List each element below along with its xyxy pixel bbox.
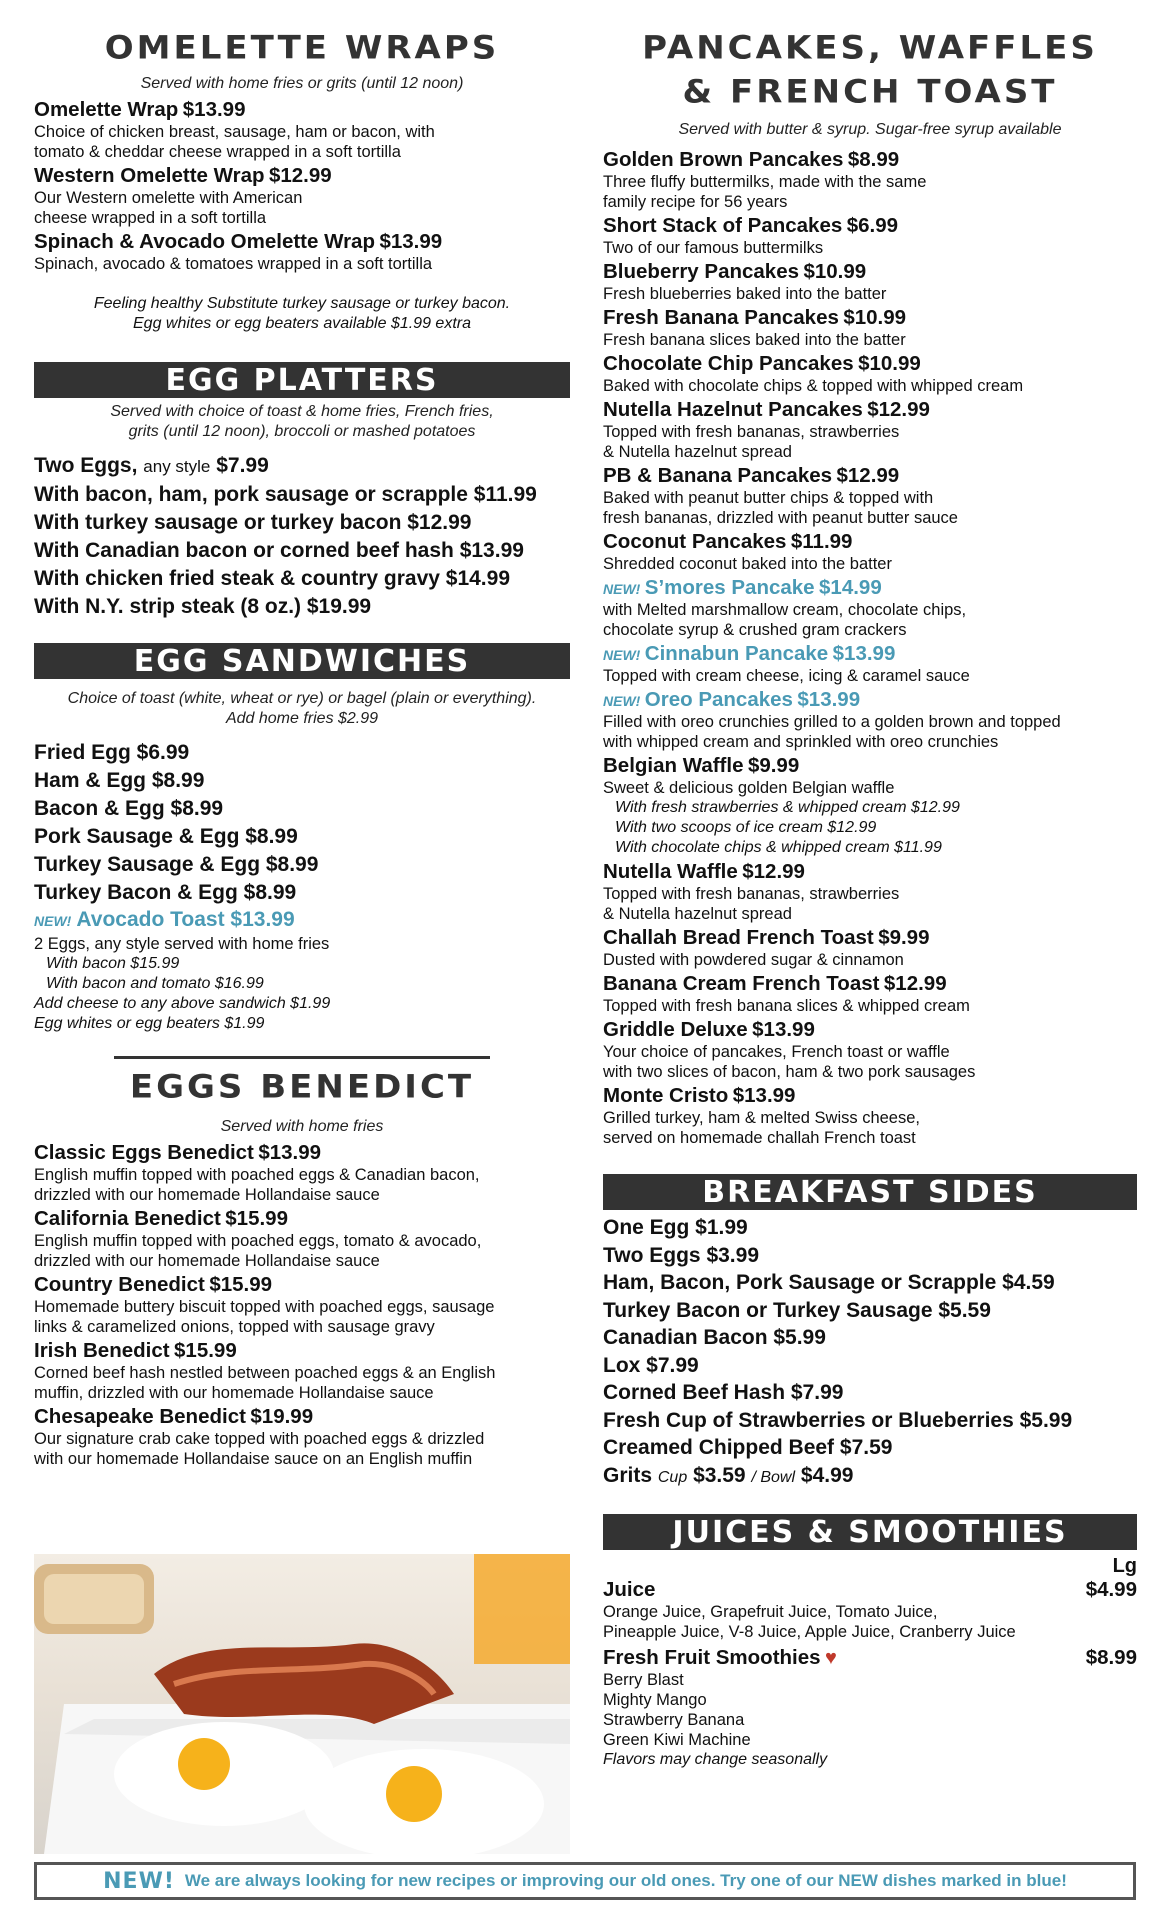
menu-item: [603, 642, 1137, 686]
menu-item-desc: Our signature crab cake topped with poached eggs & drizzled: [34, 1430, 485, 1448]
menu-item: [603, 464, 1137, 528]
menu-item-desc: with our homemade Hollandaise sauce on an English muffin: [34, 1450, 473, 1468]
sandwich-item: Pork Sausage & Egg $8.99: [34, 825, 298, 848]
menu-item-desc: with two slices of bacon, ham & two pork sausages: [603, 1063, 976, 1081]
menu-item: [34, 98, 570, 162]
menu-item-desc: Corned beef hash nestled between poached eggs & an English: [34, 1364, 496, 1382]
menu-item-price: $13.99: [182, 98, 246, 121]
avocado-toast: NEW! Avocado Toast $13.99 2 Eggs, any style served with home fries With bacon $15.99 With bacon and tomato $16.99 Add cheese to any above sandwich $1.99 Egg whites or egg beaters $1.99: [34, 908, 331, 1032]
menu-item-name: Cinnabun Pancake: [644, 642, 829, 665]
menu-item-name: Challah Bread French Toast: [603, 926, 874, 949]
menu-item-price: $9.99: [747, 754, 800, 777]
menu-item-price: $13.99: [752, 1018, 815, 1041]
menu-item-name: Chesapeake Benedict: [34, 1405, 246, 1428]
menu-item-name: Oreo Pancakes: [644, 688, 793, 711]
side-item: Corned Beef Hash $7.99: [603, 1381, 844, 1404]
menu-item-desc: Topped with fresh bananas, strawberries: [603, 885, 900, 903]
menu-item-price: $10.99: [843, 306, 907, 329]
menu-item-desc: & Nutella hazelnut spread: [603, 443, 792, 461]
menu-item: [603, 398, 1137, 462]
menu-item: [34, 1141, 570, 1205]
juice-glass-shape: [474, 1554, 570, 1664]
side-item: Ham, Bacon, Pork Sausage or Scrapple $4.59: [603, 1271, 1055, 1294]
menu-item-name: Short Stack of Pancakes: [603, 214, 843, 237]
section-omelette-wraps: [34, 28, 570, 334]
menu-item: [603, 214, 1137, 258]
section-title-sandwiches: EGG SANDWICHES: [34, 643, 570, 679]
menu-item-desc: muffin, drizzled with our homemade Hollandaise sauce: [34, 1384, 434, 1402]
menu-item-name: Classic Eggs Benedict: [34, 1141, 254, 1164]
section-egg-platters: [34, 362, 570, 621]
menu-item: [603, 148, 1137, 212]
menu-item-desc: Grilled turkey, ham & melted Swiss cheese,: [603, 1109, 920, 1127]
sandwich-item: Turkey Sausage & Egg $8.99: [34, 853, 319, 876]
section-title-omelette: OMELETTE WRAPS: [104, 29, 500, 67]
menu-item-name: Monte Cristo: [603, 1084, 729, 1107]
section-pancakes: [603, 28, 1137, 1148]
menu-item: [603, 1084, 1137, 1148]
side-item: Turkey Bacon or Turkey Sausage $5.59: [603, 1298, 991, 1322]
sandwich-item: Ham & Egg $8.99: [34, 769, 205, 792]
menu-item-price: $13.99: [258, 1141, 322, 1164]
menu-item-desc: & Nutella hazelnut spread: [603, 905, 792, 923]
menu-item-desc: Your choice of pancakes, French toast or waffle: [603, 1043, 950, 1061]
section-title-pancakes-2: & FRENCH TOAST: [682, 73, 1058, 111]
menu-item: [603, 860, 1137, 924]
side-item: Canadian Bacon $5.99: [603, 1326, 826, 1349]
menu-item-desc: Filled with oreo crunchies grilled to a golden brown and topped: [603, 713, 1061, 731]
menu-item-desc: served on homemade challah French toast: [603, 1129, 916, 1147]
platters-subtitle: Served with choice of toast & home fries, French fries, grits (until 12 noon), broccoli or mashed potatoes: [110, 403, 494, 440]
menu-item: [603, 576, 1137, 640]
menu-item: [603, 926, 1137, 970]
side-item: Creamed Chipped Beef $7.59: [603, 1436, 893, 1459]
menu-item-desc: Our Western omelette with American: [34, 189, 303, 207]
menu-item-name: Coconut Pancakes: [603, 530, 787, 553]
sandwich-item: Bacon & Egg $8.99: [34, 797, 224, 820]
menu-item: [603, 260, 1137, 304]
right-column: [603, 28, 1137, 1770]
menu-item-name: California Benedict: [34, 1207, 221, 1230]
menu-item-price: $15.99: [209, 1273, 273, 1296]
menu-item: [603, 1018, 1137, 1082]
menu-item-name: Blueberry Pancakes: [603, 260, 800, 283]
menu-item-name: Country Benedict: [34, 1273, 205, 1296]
menu-item-desc: Topped with cream cheese, icing & caramel sauce: [603, 667, 970, 685]
platter-option: With chicken fried steak & country gravy $14.99: [34, 567, 510, 590]
menu-item-name: Golden Brown Pancakes: [603, 148, 844, 171]
section-title-benedict: EGGS BENEDICT: [129, 1068, 475, 1106]
left-column: [34, 28, 570, 1469]
menu-item-name: Banana Cream French Toast: [603, 972, 880, 995]
platter-two-eggs: Two Eggs, any style $7.99: [34, 454, 269, 477]
menu-item-desc: cheese wrapped in a soft tortilla: [34, 209, 267, 227]
menu-item-desc: English muffin topped with poached eggs, tomato & avocado,: [34, 1232, 482, 1250]
new-badge: NEW!: [603, 647, 641, 663]
menu-item-name: PB & Banana Pancakes: [603, 464, 833, 487]
omelette-subtitle: Served with home fries or grits (until 12 noon): [140, 75, 464, 92]
menu-item: [34, 164, 570, 228]
menu-item-name: Nutella Waffle: [603, 860, 738, 883]
menu-item-desc: Choice of chicken breast, sausage, ham or bacon, with: [34, 123, 435, 141]
platter-option: With N.Y. strip steak (8 oz.) $19.99: [34, 595, 372, 618]
section-title-platters: EGG PLATTERS: [34, 362, 570, 398]
menu-item-desc: English muffin topped with poached eggs & Canadian bacon,: [34, 1166, 480, 1184]
breakfast-illustration: [34, 1554, 570, 1854]
egg-yolk-shape: [178, 1738, 230, 1790]
menu-item-desc: Homemade buttery biscuit topped with poached eggs, sausage: [34, 1298, 495, 1316]
menu-item-desc: family recipe for 56 years: [603, 193, 788, 211]
menu-item-desc: Baked with peanut butter chips & topped with: [603, 489, 934, 507]
menu-item-name: Nutella Hazelnut Pancakes: [603, 398, 863, 421]
menu-item-desc: Topped with fresh bananas, strawberries: [603, 423, 900, 441]
menu-item-desc: drizzled with our homemade Hollandaise sauce: [34, 1186, 380, 1204]
menu-item: [603, 972, 1137, 1016]
pancakes-subtitle: Served with butter & syrup. Sugar-free syrup available: [678, 121, 1062, 138]
footer-new-label: NEW!: [103, 1868, 175, 1894]
menu-item-name: Chocolate Chip Pancakes: [603, 352, 854, 375]
menu-item-price: $13.99: [379, 230, 443, 253]
platter-option: With Canadian bacon or corned beef hash $13.99: [34, 539, 524, 562]
menu-item-desc: Fresh banana slices baked into the batter: [603, 331, 906, 349]
menu-item-price: $6.99: [846, 214, 899, 237]
menu-item-price: $13.99: [832, 642, 896, 665]
menu-item-price: $8.99: [847, 148, 900, 171]
menu-item-name: Western Omelette Wrap: [34, 164, 265, 187]
menu-item-desc: Fresh blueberries baked into the batter: [603, 285, 887, 303]
sides-grits: Grits Cup $3.59 / Bowl $4.99: [603, 1463, 854, 1487]
section-title-juices: JUICES & SMOOTHIES: [603, 1514, 1137, 1550]
section-eggs-benedict: [34, 1056, 570, 1469]
menu-item-desc: tomato & cheddar cheese wrapped in a soft tortilla: [34, 143, 401, 161]
benedict-subtitle: Served with home fries: [220, 1118, 384, 1135]
menu-item-desc: Dusted with powdered sugar & cinnamon: [603, 951, 904, 969]
menu-item-desc: Shredded coconut baked into the batter: [603, 555, 892, 573]
breakfast-photo: [34, 1554, 570, 1854]
menu-item-price: $10.99: [803, 260, 867, 283]
menu-item: [34, 230, 570, 274]
menu-item-name: Irish Benedict: [34, 1339, 170, 1362]
menu-item-name: Fresh Banana Pancakes: [603, 306, 839, 329]
menu-item: [34, 1207, 570, 1271]
menu-item-price: $11.99: [790, 530, 853, 553]
menu-item-name: Griddle Deluxe: [603, 1018, 748, 1041]
menu-item: [603, 688, 1137, 752]
menu-item-desc: Baked with chocolate chips & topped with whipped cream: [603, 377, 1024, 395]
menu-item-name: S’mores Pancake: [644, 576, 815, 599]
platter-option: With turkey sausage or turkey bacon $12.99: [34, 511, 472, 534]
menu-item-price: $15.99: [225, 1207, 288, 1230]
menu-item-desc: chocolate syrup & crushed gram crackers: [603, 621, 907, 639]
menu-item-option: With two scoops of ice cream $12.99: [615, 819, 877, 836]
menu-item-price: $9.99: [878, 926, 930, 949]
footer-text: We are always looking for new recipes or improving our old ones. Try one of our NEW dishes marked in blue!: [184, 1871, 1067, 1890]
menu-item-desc: links & caramelized onions, topped with sausage gravy: [34, 1318, 435, 1336]
footer-banner: [34, 1862, 1136, 1900]
menu-item-desc: with whipped cream and sprinkled with oreo crunchies: [603, 733, 999, 751]
side-item: Fresh Cup of Strawberries or Blueberries $5.99: [603, 1408, 1073, 1432]
menu-item-name: Omelette Wrap: [34, 98, 179, 121]
menu-item-price: $12.99: [742, 860, 805, 883]
menu-item-desc: Sweet & delicious golden Belgian waffle: [603, 779, 895, 797]
size-large-label: Lg: [1112, 1554, 1137, 1577]
menu-item-option: With fresh strawberries & whipped cream $12.99: [615, 799, 960, 816]
menu-item: [603, 352, 1137, 396]
sandwich-item: Fried Egg $6.99: [34, 741, 190, 764]
menu-item-price: $12.99: [836, 464, 900, 487]
menu-item: [603, 754, 1137, 858]
side-item: Two Eggs $3.99: [603, 1243, 759, 1267]
menu-item-desc: fresh bananas, drizzled with peanut butter sauce: [603, 509, 958, 527]
section-title-pancakes-1: PANCAKES, WAFFLES: [642, 29, 1098, 67]
menu-item-name: Belgian Waffle: [603, 754, 744, 777]
menu-item-price: $12.99: [867, 398, 930, 421]
divider-rule: [114, 1056, 490, 1059]
sandwich-item: Turkey Bacon & Egg $8.99: [34, 881, 297, 904]
menu-item-desc: drizzled with our homemade Hollandaise sauce: [34, 1252, 380, 1270]
menu-item-price: $19.99: [250, 1405, 314, 1428]
menu-item-desc: Three fluffy buttermilks, made with the same: [603, 173, 927, 191]
menu-item-price: $12.99: [268, 164, 332, 187]
menu-item-name: Spinach & Avocado Omelette Wrap: [34, 230, 375, 253]
menu-item: [34, 1339, 570, 1403]
menu-item: [34, 1405, 570, 1469]
sandwiches-subtitle: Choice of toast (white, wheat or rye) or bagel (plain or everything). Add home fries $2.99: [67, 690, 537, 727]
side-item: One Egg $1.99: [603, 1216, 748, 1239]
menu-item-price: $15.99: [174, 1339, 237, 1362]
menu-item-desc: with Melted marshmallow cream, chocolate chips,: [603, 601, 967, 619]
menu-item-price: $14.99: [819, 576, 882, 599]
menu-item-desc: Topped with fresh banana slices & whipped cream: [603, 997, 970, 1015]
section-title-sides: BREAKFAST SIDES: [603, 1174, 1137, 1210]
menu-item-option: With chocolate chips & whipped cream $11.99: [615, 839, 942, 856]
new-badge: NEW!: [603, 693, 641, 709]
new-badge: NEW!: [603, 581, 641, 597]
menu-item-price: $13.99: [732, 1084, 796, 1107]
section-egg-sandwiches: [34, 643, 570, 1034]
section-breakfast-sides: [603, 1174, 1137, 1492]
platter-option: With bacon, ham, pork sausage or scrapple $11.99: [34, 483, 537, 506]
juice-item: Juice $4.99: [603, 1577, 1137, 1601]
menu-item-price: $10.99: [858, 352, 921, 375]
section-juices: JUICES & SMOOTHIES Lg Juice $4.99 Orange Juice, Grapefruit Juice, Tomato Juice, Pineapple Juice, V-8 Juice, Apple Juice, Cranberry Juice Fresh Fruit Smoothies ♥ $8.99 Berry Blast Mighty Mango Strawberry Banana Green Kiwi Machine Flavors may change seasonally: [603, 1514, 1137, 1768]
menu-item-price: $12.99: [883, 972, 947, 995]
menu-item-desc: Two of our famous buttermilks: [603, 239, 824, 257]
menu-item: [603, 306, 1137, 350]
heart-icon: ♥: [825, 1646, 837, 1669]
side-item: Lox $7.99: [603, 1353, 699, 1377]
menu-item-desc: Spinach, avocado & tomatoes wrapped in a soft tortilla: [34, 255, 433, 273]
smoothie-item: Fresh Fruit Smoothies ♥ $8.99: [603, 1645, 1137, 1669]
menu-item: [34, 1273, 570, 1337]
menu-item-price: $13.99: [797, 688, 861, 711]
omelette-note: Feeling healthy Substitute turkey sausage or turkey bacon. Egg whites or egg beaters available $1.99 extra: [93, 295, 511, 332]
menu-item: [603, 530, 1137, 574]
